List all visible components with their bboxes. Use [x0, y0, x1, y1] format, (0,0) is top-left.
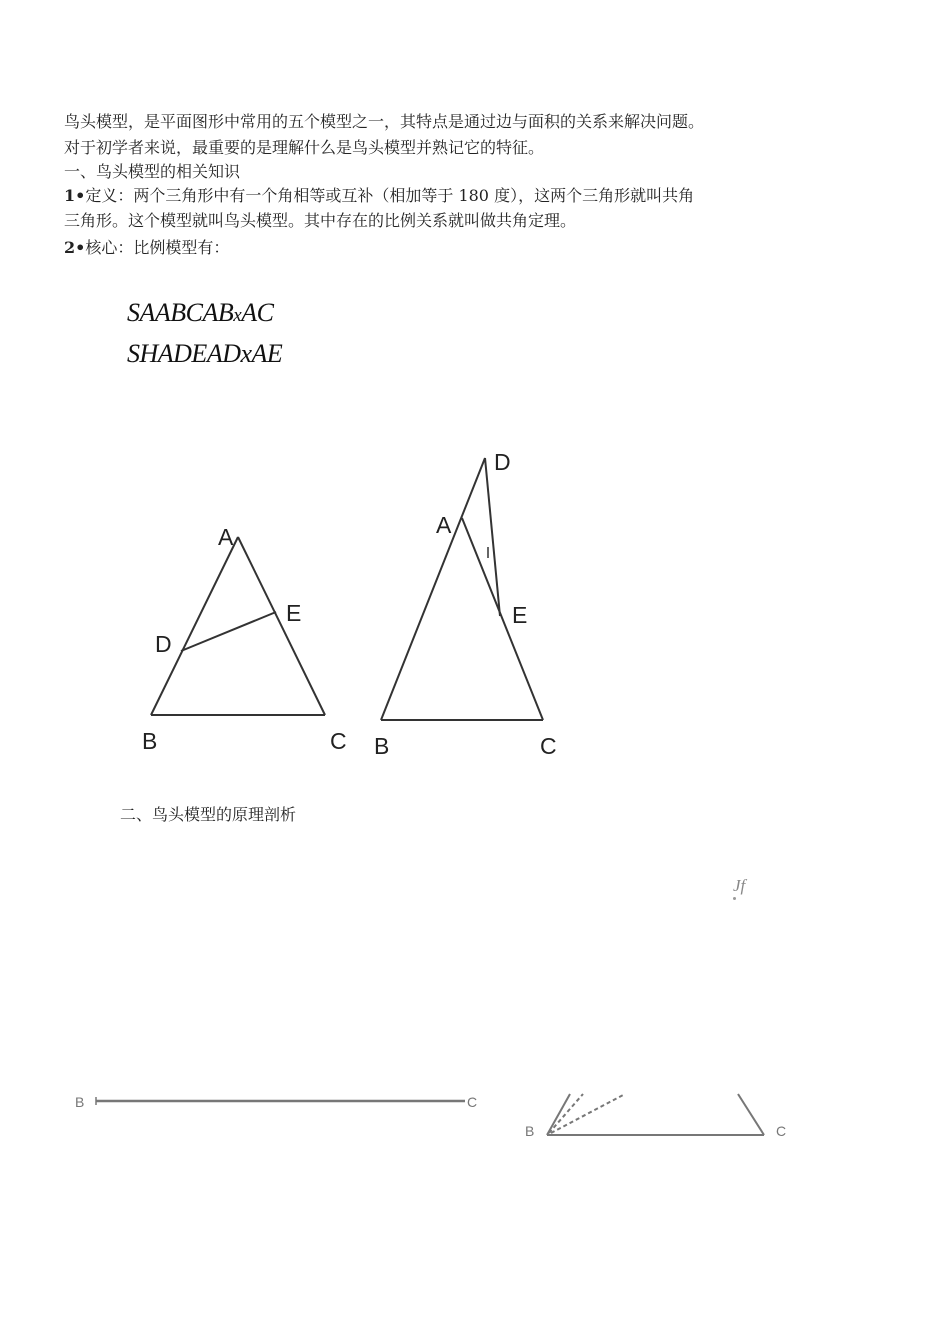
formula-1: [127, 298, 273, 328]
label-b: B: [75, 1094, 85, 1110]
figure-4-trapezoid: [520, 1088, 800, 1143]
intro-line-2: 对于初学者来说，最重要的是理解什么是鸟头模型并熟记它的特征。: [64, 138, 545, 157]
figure-2-triangle: [360, 440, 590, 770]
label-e: E: [286, 600, 302, 626]
core-item: [64, 236, 229, 260]
label-c: C: [330, 728, 347, 754]
label-b: B: [142, 728, 158, 754]
label-d: D: [155, 631, 172, 657]
item-number: 2•: [64, 238, 86, 257]
segment-de: [181, 612, 276, 651]
side-ac: [238, 537, 325, 715]
side-ab: [151, 537, 238, 715]
section2-heading: 二、鸟头模型的原理剖析: [120, 805, 297, 824]
definition-item: [64, 184, 694, 208]
core-text: 核心：比例模型有：: [85, 238, 230, 257]
stray-dot: [733, 897, 736, 900]
label-e: E: [512, 602, 528, 628]
intro-line-1: 鸟头模型，是平面图形中常用的五个模型之一，其特点是通过边与面积的关系来解决问题。: [64, 112, 705, 131]
label-a: A: [436, 512, 452, 538]
side-right: [738, 1094, 764, 1135]
dashed-line-2: [551, 1094, 625, 1133]
formula-2: SHADEADxAE: [127, 339, 283, 368]
formula-1-end: AC: [241, 298, 274, 327]
label-b: B: [525, 1123, 535, 1139]
label-c: C: [776, 1123, 787, 1139]
figure-3-segment: [70, 1088, 490, 1118]
formula-1-main: SAABCAB: [127, 298, 234, 327]
label-c: C: [540, 733, 557, 759]
item-number: 1•: [64, 186, 86, 205]
definition-continuation: 三角形。这个模型就叫鸟头模型。其中存在的比例关系就叫做共角定理。: [64, 211, 577, 230]
side-ac: [462, 518, 543, 720]
label-d: D: [494, 449, 511, 475]
section1-heading: 一、鸟头模型的相关知识: [64, 162, 241, 181]
formula-1-times: x: [233, 305, 242, 326]
side-bd: [381, 458, 485, 720]
label-a: A: [218, 524, 234, 550]
figure-1-triangle: [130, 515, 360, 765]
stray-mark: Jf: [733, 876, 746, 895]
label-b: B: [374, 733, 390, 759]
label-c: C: [467, 1094, 478, 1110]
definition-text: 定义：两个三角形中有一个角相等或互补（相加等于 180 度），这两个三角形就叫共角: [85, 186, 695, 205]
